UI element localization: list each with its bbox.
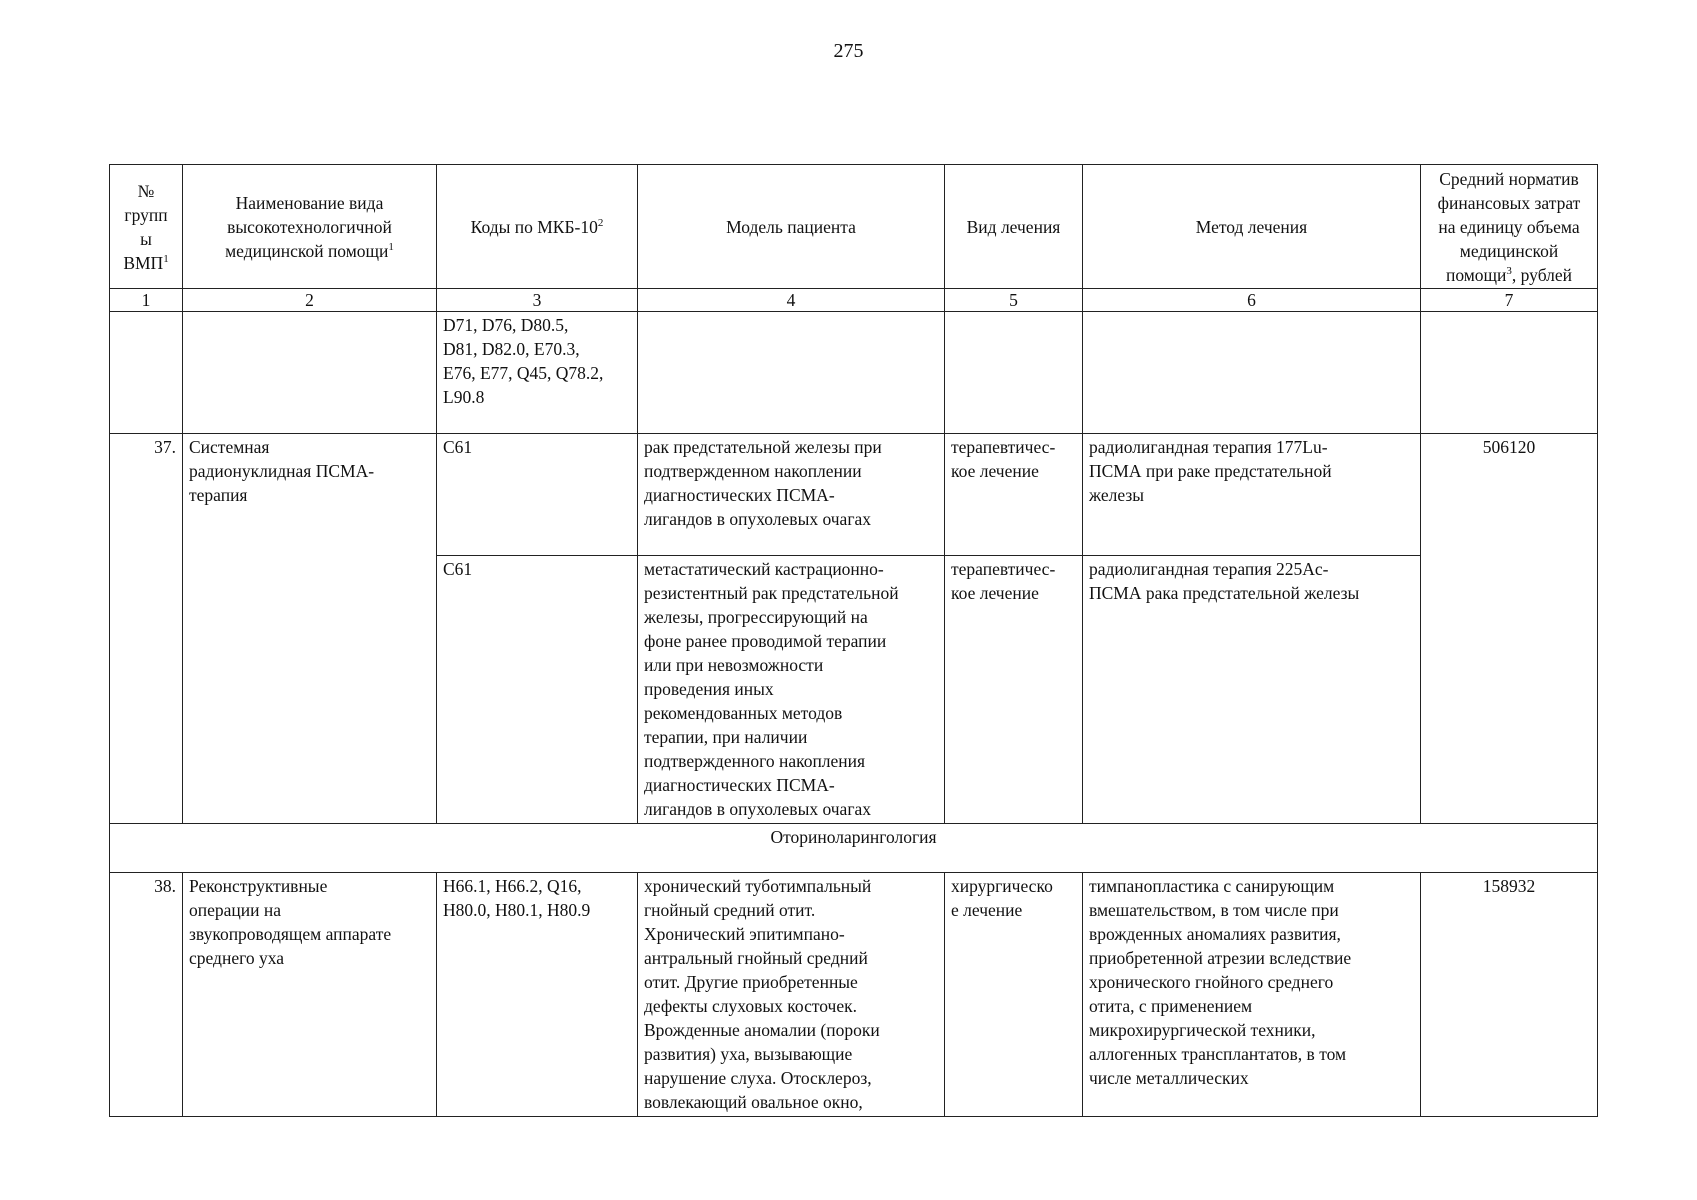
table-row bbox=[110, 873, 1598, 1117]
cell-icd-codes: C61 bbox=[437, 434, 638, 556]
column-number: 5 bbox=[945, 289, 1083, 312]
cell-treatment-method: тимпанопластика с санирующим вмешательством, в том числе при врожденных аномалиях развития, приобретенной атрезии вследствие хронического гнойного среднего отита, с применением микрохирургической техники, аллогенных трансплантатов, в том числе металлических bbox=[1083, 873, 1421, 1117]
cell-patient-model: хронический туботимпальный гнойный средний отит. Хронический эпитимпано- антральный гнойный средний отит. Другие приобретенные дефекты слуховых косточек. Врожденные аномалии (пороки развития) уха, вызывающие нарушение слуха. Отосклероз, вовлекающий овальное окно, bbox=[638, 873, 945, 1117]
cell-treatment-method: радиолигандная терапия 225Ac- ПСМА рака предстательной железы bbox=[1083, 556, 1421, 824]
table-row bbox=[110, 312, 1598, 434]
column-number: 6 bbox=[1083, 289, 1421, 312]
header-cost-norm: Средний норматив финансовых затрат на единицу объема медицинской помощи$^3$, рублей bbox=[1421, 165, 1598, 289]
cell-icd-codes: D71, D76, D80.5, D81, D82.0, E70.3, E76, E77, Q45, Q78.2, L90.8 bbox=[437, 312, 638, 434]
cell-group-number: 38. bbox=[110, 873, 183, 1117]
cell-treatment-type: терапевтичес- кое лечение bbox=[945, 556, 1083, 824]
cell-vmp-name: Системная радионуклидная ПСМА- терапия bbox=[183, 434, 437, 824]
column-number: 1 bbox=[110, 289, 183, 312]
page-number: 275 bbox=[833, 40, 864, 62]
section-title: Оториноларингология bbox=[110, 824, 1598, 873]
cell-icd-codes: H66.1, H66.2, Q16, H80.0, H80.1, H80.9 bbox=[437, 873, 638, 1117]
header-row bbox=[110, 165, 1598, 289]
cell-vmp-name: Реконструктивные операции на звукопроводящем аппарате среднего уха bbox=[183, 873, 437, 1117]
section-row bbox=[110, 824, 1598, 873]
header-patient-model: Модель пациента bbox=[638, 165, 945, 289]
header-icd-codes: Коды по МКБ-$10^2$ bbox=[437, 165, 638, 289]
column-number: 7 bbox=[1421, 289, 1598, 312]
cell-empty bbox=[110, 312, 183, 434]
column-number-row bbox=[110, 289, 1598, 312]
header-treatment-type: Вид лечения bbox=[945, 165, 1083, 289]
cell-empty bbox=[638, 312, 945, 434]
cell-treatment-type: терапевтичес- кое лечение bbox=[945, 434, 1083, 556]
column-number: 2 bbox=[183, 289, 437, 312]
cell-icd-codes: C61 bbox=[437, 556, 638, 824]
cell-cost-norm: 506120 bbox=[1421, 434, 1598, 824]
cell-cost-norm: 158932 bbox=[1421, 873, 1598, 1117]
column-number: 3 bbox=[437, 289, 638, 312]
cell-empty bbox=[945, 312, 1083, 434]
cell-empty bbox=[183, 312, 437, 434]
cell-treatment-type: хирургическо е лечение bbox=[945, 873, 1083, 1117]
cell-group-number: 37. bbox=[110, 434, 183, 824]
column-number: 4 bbox=[638, 289, 945, 312]
cell-empty bbox=[1421, 312, 1598, 434]
cell-treatment-method: радиолигандная терапия 177Lu- ПСМА при раке предстательной железы bbox=[1083, 434, 1421, 556]
cell-patient-model: рак предстательной железы при подтвержденном накоплении диагностических ПСМА- лигандов в опухолевых очагах bbox=[638, 434, 945, 556]
cell-empty bbox=[1083, 312, 1421, 434]
header-group-number: № групп ы ВМП$^1$ bbox=[110, 165, 183, 289]
cell-patient-model: метастатический кастрационно- резистентный рак предстательной железы, прогрессирующий на фоне ранее проводимой терапии или при невозможности проведения иных рекомендованных методов терапии, при наличии подтвержденного накопления диагностических ПСМА- лигандов в опухолевых очагах bbox=[638, 556, 945, 824]
header-treatment-method: Метод лечения bbox=[1083, 165, 1421, 289]
table-row bbox=[110, 434, 1598, 556]
vmp-table bbox=[109, 164, 1598, 1117]
header-vmp-name: Наименование вида высокотехнологичной медицинской помощи$^1$ bbox=[183, 165, 437, 289]
